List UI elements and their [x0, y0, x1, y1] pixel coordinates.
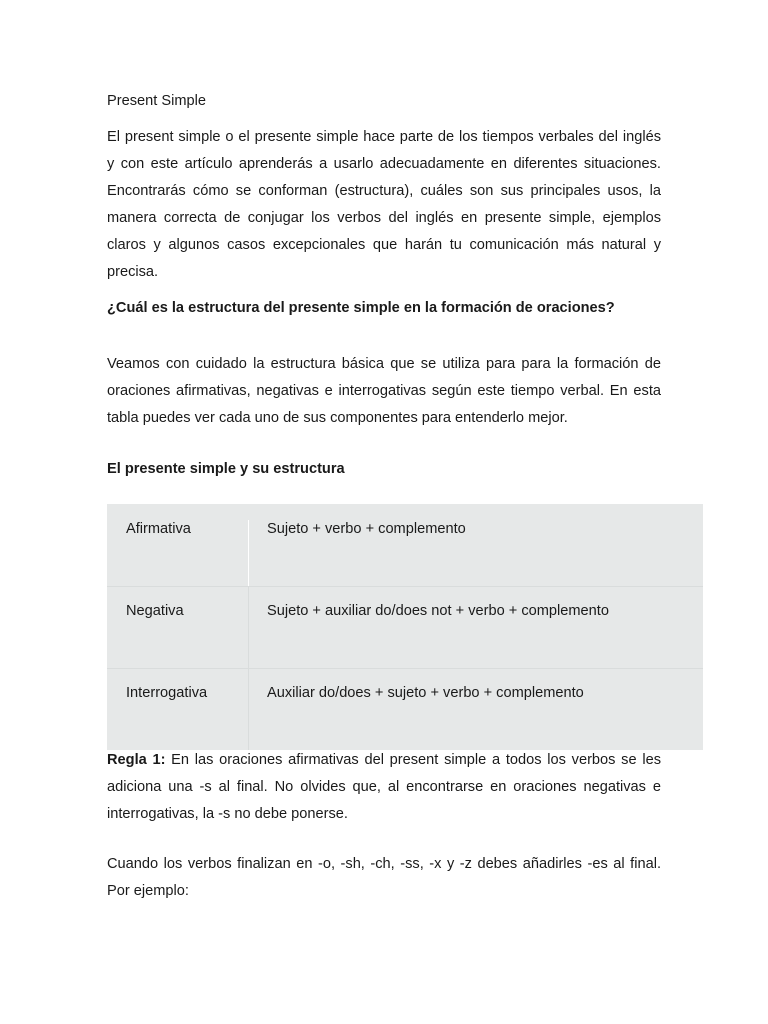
- intro-line-2: y con este artículo aprenderás a usarlo adecuadamente en diferentes situaciones.: [107, 156, 661, 172]
- table-row-label: Interrogativa: [126, 685, 208, 701]
- table-row: [107, 586, 703, 668]
- rule-1-line-3: interrogativas, la -s no debe ponerse.: [107, 806, 348, 822]
- endings-line-1: Cuando los verbos finalizan en -o, -sh, -ch, -ss, -x y -z debes añadirles -es al final.: [107, 856, 661, 872]
- structure-line-3: tabla puedes ver cada uno de sus componentes para entenderlo mejor.: [107, 410, 568, 426]
- question-heading: ¿Cuál es la estructura del presente simple en la formación de oraciones?: [107, 300, 615, 316]
- endings-line-2: Por ejemplo:: [107, 883, 189, 899]
- intro-line-1: El present simple o el presente simple hace parte de los tiempos verbales del inglés: [107, 129, 661, 145]
- structure-line-2: oraciones afirmativas, negativas e interrogativas según este tiempo verbal. En esta: [107, 383, 661, 399]
- intro-line-5: claros y algunos casos excepcionales que harán tu comunicación más natural y: [107, 237, 661, 253]
- intro-line-3: Encontrarás cómo se conforman (estructura), cuáles son sus principales usos, la: [107, 183, 661, 199]
- rule-1-text: En las oraciones afirmativas del present simple a todos los verbos se les: [165, 752, 661, 768]
- structure-table: [107, 504, 703, 750]
- rule-1-label: Regla 1:: [107, 752, 166, 768]
- document-title: Present Simple: [107, 93, 206, 109]
- table-row: [107, 504, 703, 586]
- structure-line-1: Veamos con cuidado la estructura básica que se utiliza para para la formación de: [107, 356, 661, 372]
- table-row-structure: Sujeto + auxiliar do/does not + verbo + complemento: [267, 603, 609, 619]
- table-row-structure: Sujeto + verbo + complemento: [267, 521, 466, 537]
- table-heading: El presente simple y su estructura: [107, 461, 345, 477]
- table-row-label: Afirmativa: [126, 521, 191, 537]
- intro-line-4: manera correcta de conjugar los verbos del inglés en presente simple, ejemplos: [107, 210, 661, 226]
- table-row-label: Negativa: [126, 603, 184, 619]
- intro-line-6: precisa.: [107, 264, 159, 280]
- rule-1-line-2: adiciona una -s al final. No olvides que, al encontrarse en oraciones negativas e: [107, 779, 661, 795]
- table-row-structure: Auxiliar do/does + sujeto + verbo + complemento: [267, 685, 584, 701]
- rule-1-line-1: [107, 751, 661, 769]
- table-row: [107, 668, 703, 750]
